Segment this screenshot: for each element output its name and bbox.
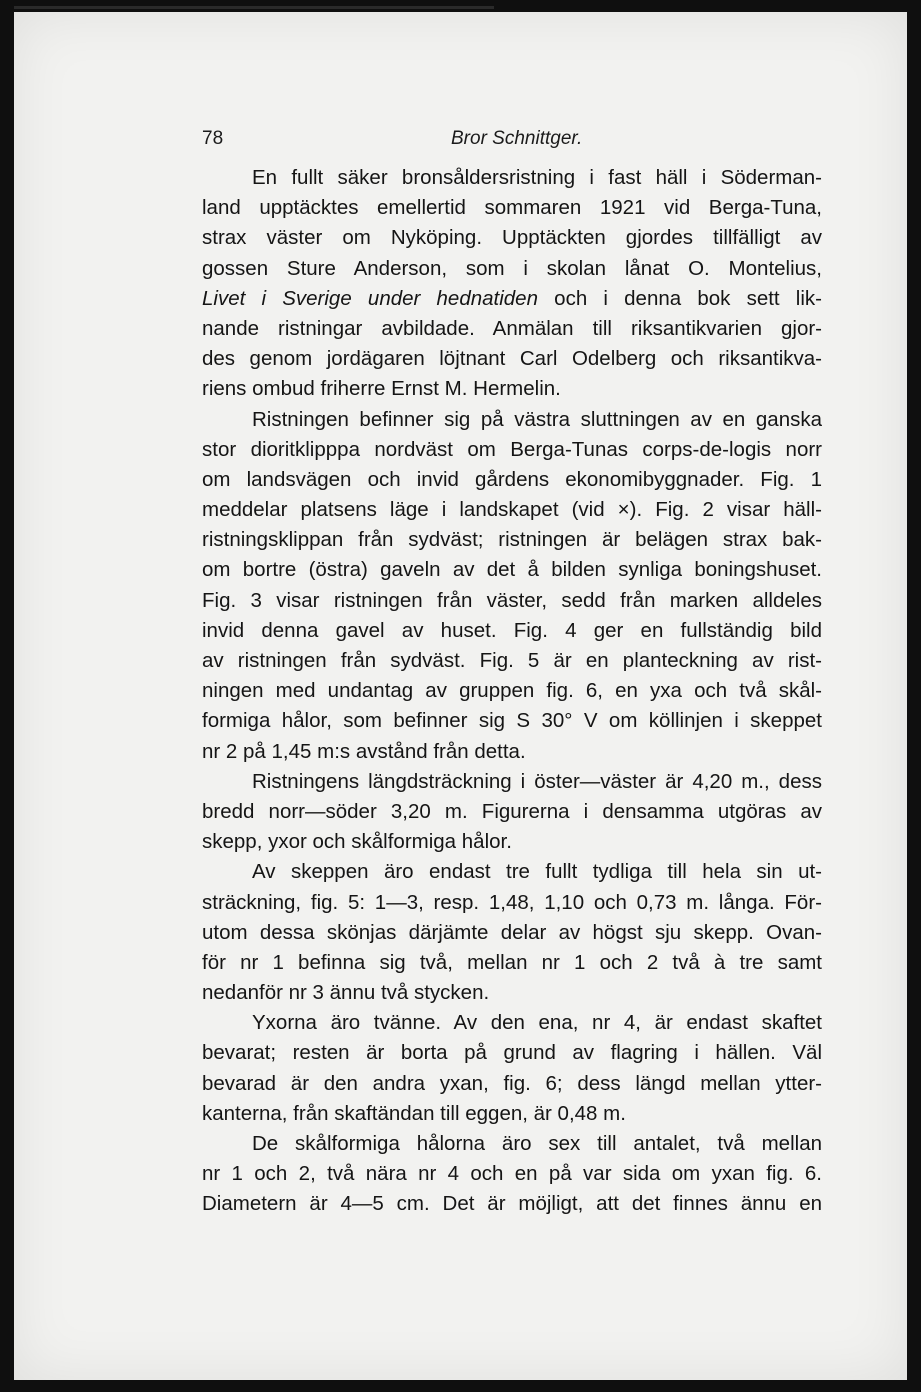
text-line-content: sträckning, fig. 5: 1—3, resp. 1,48, 1,10 och 0,73 m. långa. För- — [202, 890, 822, 914]
text-line-content: nedanför nr 3 ännu två stycken. — [202, 981, 490, 1005]
text-line-content: om landsvägen och invid gårdens ekonomibyggnader. Fig. 1 — [202, 467, 822, 491]
text-line — [202, 344, 822, 374]
text-line-content: strax väster om Nyköping. Upptäckten gjordes tillfälligt av — [202, 226, 822, 250]
text-line — [202, 314, 822, 344]
text-line-content: Av skeppen äro endast tre fullt tydliga till hela sin ut- — [252, 860, 822, 884]
text-line — [202, 797, 822, 827]
text-line — [202, 918, 822, 948]
text-line-content: bredd norr—söder 3,20 m. Figurerna i densamma utgöras av — [202, 799, 822, 823]
book-title-italic: Livet i Sverige under hednatiden — [202, 286, 538, 310]
text-line-content: bevarat; resten är borta på grund av flagring i hällen. Väl — [202, 1041, 822, 1065]
text-line-content: Ristningens längdsträckning i öster—väster är 4,20 m., dess — [252, 769, 822, 793]
text-line-content: formiga hålor, som befinner sig S 30° V om köllinjen i skeppet — [202, 709, 822, 733]
text-line — [202, 1129, 822, 1159]
text-line-content: om bortre (östra) gaveln av det å bilden synliga boningshuset. — [202, 558, 822, 582]
text-line-content: gossen Sture Anderson, som i skolan lånat O. Montelius, — [202, 256, 822, 280]
text-line-content: av ristningen från sydväst. Fig. 5 är en planteckning av rist- — [202, 649, 822, 672]
text-line-content: ristningsklippan från sydväst; ristningen är belägen strax bak- — [202, 528, 822, 552]
text-line — [202, 767, 822, 797]
text-line-content: De skålformiga hålorna äro sex till antalet, två mellan — [252, 1132, 822, 1155]
text-line — [202, 1099, 822, 1129]
text-line-content: nr 2 på 1,45 m:s avstånd från detta. — [202, 739, 526, 763]
text-line — [202, 737, 822, 767]
text-line-content: Diametern är 4—5 cm. Det är möjligt, att det finnes ännu en — [202, 1192, 822, 1216]
text-line — [202, 495, 822, 525]
text-line-content: ningen med undantag av gruppen fig. 6, en yxa och två skål- — [202, 679, 822, 703]
text-line-content: för nr 1 befinna sig två, mellan nr 1 och 2 två à tre samt — [202, 950, 822, 974]
text-line-content: En fullt säker bronsåldersristning i fast häll i Söderman- — [252, 166, 822, 189]
text-line — [202, 1038, 822, 1068]
text-line — [202, 555, 822, 585]
text-line — [202, 948, 822, 978]
text-line — [202, 978, 822, 1008]
text-line — [202, 223, 822, 253]
text-line — [202, 1069, 822, 1099]
text-line — [202, 616, 822, 646]
text-line — [202, 857, 822, 887]
text-line-content: Ristningen befinner sig på västra sluttningen av en ganska — [252, 407, 822, 431]
body-text — [202, 163, 822, 1220]
text-line — [202, 465, 822, 495]
text-line — [202, 1008, 822, 1038]
text-line — [202, 706, 822, 736]
text-line-content: kanterna, från skaftändan till eggen, är 0,48 m. — [202, 1101, 626, 1125]
text-line — [202, 525, 822, 555]
text-line — [202, 888, 822, 918]
text-line-content: Fig. 3 visar ristningen från väster, sedd från marken alldeles — [202, 588, 822, 612]
text-line-content: des genom jordägaren löjtnant Carl Odelberg och riksantikva- — [202, 347, 822, 371]
text-line-content: Yxorna äro tvänne. Av den ena, nr 4, är endast skaftet — [252, 1011, 822, 1035]
text-line-content: invid denna gavel av huset. Fig. 4 ger en fullständig bild — [202, 618, 822, 642]
text-line — [202, 193, 822, 223]
text-line — [202, 284, 822, 314]
text-line — [202, 586, 822, 616]
text-line — [202, 646, 822, 676]
text-line — [202, 435, 822, 465]
text-line-content: nr 1 och 2, två nära nr 4 och en på var sida om yxan fig. 6. — [202, 1162, 822, 1186]
text-line-content: nande ristningar avbildade. Anmälan till riksantikvarien gjor- — [202, 316, 822, 340]
text-line-content: och i denna bok sett lik- — [538, 286, 822, 310]
text-line — [202, 827, 822, 857]
page-header — [202, 128, 822, 156]
scan-edge-mark — [14, 6, 494, 9]
running-title: Bror Schnittger. — [451, 128, 583, 149]
text-line-content: meddelar platsens läge i landskapet (vid ×). Fig. 2 visar häll- — [202, 498, 822, 522]
text-line-content: bevarad är den andra yxan, fig. 6; dess längd mellan ytter- — [202, 1071, 822, 1095]
text-line-content: skepp, yxor och skålformiga hålor. — [202, 830, 512, 854]
text-line — [202, 374, 822, 404]
text-line-content: utom dessa skönjas därjämte delar av högst sju skepp. Ovan- — [202, 920, 822, 944]
page-number: 78 — [202, 128, 224, 149]
text-line — [202, 163, 822, 193]
text-line — [202, 676, 822, 706]
text-line — [202, 405, 822, 435]
text-line — [202, 1189, 822, 1219]
text-line — [202, 1159, 822, 1189]
text-line-content: riens ombud friherre Ernst M. Hermelin. — [202, 377, 561, 401]
text-line-content: land upptäcktes emellertid sommaren 1921 vid Berga-Tuna, — [202, 196, 822, 220]
text-line — [202, 254, 822, 284]
text-line-content: stor dioritklipppa nordväst om Berga-Tunas corps-de-logis norr — [202, 437, 822, 461]
